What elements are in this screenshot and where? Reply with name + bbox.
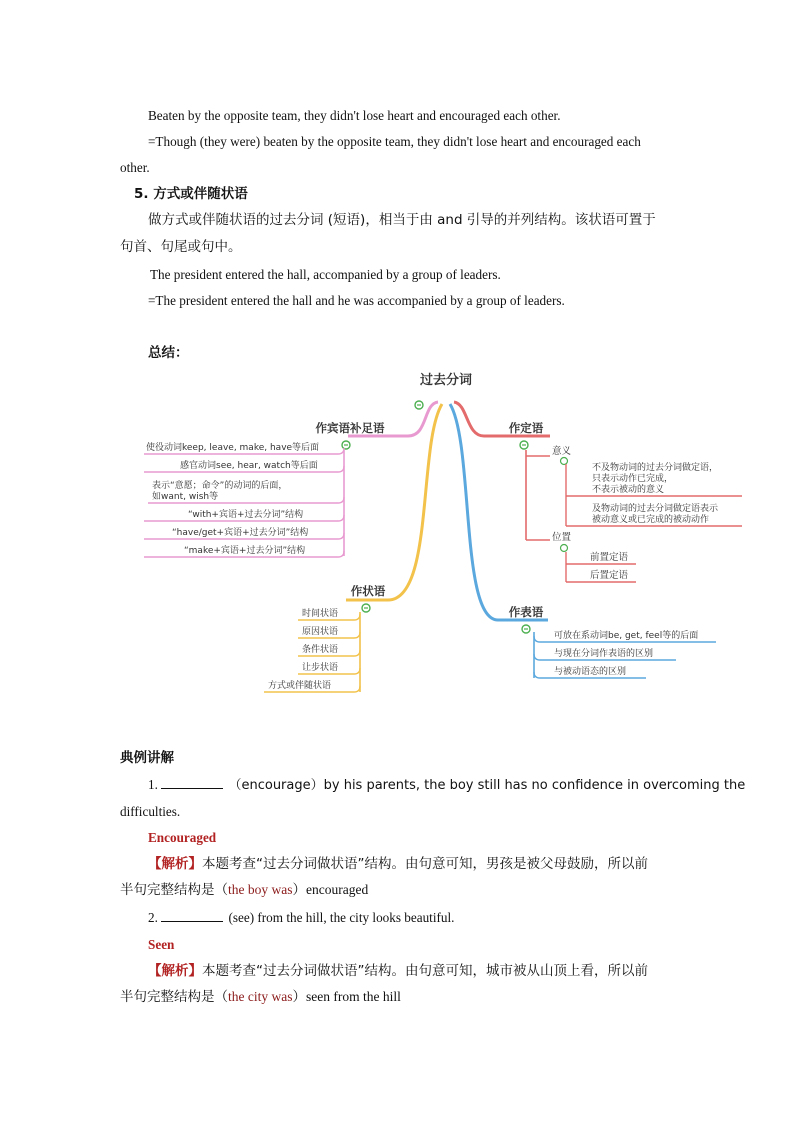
predicative-item: 可放在系动词be, get, feel等的后面: [554, 631, 699, 641]
adverbial-item: 方式或伴随状语: [268, 681, 332, 691]
complement-item: 如want, wish等: [152, 492, 219, 502]
question-text: （encourage）by his parents, the boy still has no confidence in overcoming the: [228, 778, 746, 793]
attributive-meaning-item1: 不及物动词的过去分词做定语， 只表示动作已完成， 不表示被动的意义: [592, 463, 719, 495]
mindmap-title: 过去分词: [419, 373, 473, 388]
branch-label-adverbial: 作状语: [350, 584, 386, 598]
section-heading: 5. 方式或伴随状语: [134, 186, 248, 202]
attributive-spine: [526, 450, 550, 540]
answer-2: Seen: [148, 937, 175, 952]
example-sentence-1: Beaten by the opposite team, they didn't lose heart and encouraged each other.: [148, 108, 561, 123]
adverbial-item: 原因状语: [302, 627, 339, 637]
analysis-2-line2: [120, 988, 401, 1006]
analysis-1-line1: [148, 855, 648, 873]
predicative-item: 与被动语态的区别: [554, 667, 627, 677]
collapse-toggle-icon[interactable]: [561, 545, 568, 552]
analysis-text: ）seen from the hill: [292, 989, 401, 1004]
section-description-line2: 句首、句尾或句中。: [120, 239, 242, 255]
adverbial-item: 条件状语: [302, 645, 339, 655]
adverbial-item: 让步状语: [302, 663, 339, 673]
question-1: [148, 776, 745, 795]
question-text: (see) from the hill, the city looks beautiful.: [228, 910, 455, 925]
question-1-cont: difficulties.: [120, 804, 181, 819]
analysis-2-line1: [148, 962, 648, 980]
answer-blank[interactable]: [161, 909, 223, 922]
attributive-position-item: 后置定语: [590, 570, 629, 581]
section-description-line1: 做方式或伴随状语的过去分词 (短语)，相当于由 and 引导的并列结构。该状语可置于: [148, 212, 656, 228]
analysis-text: 半句完整结构是（: [120, 989, 228, 1005]
answer-1: Encouraged: [148, 830, 217, 845]
question-2: [148, 909, 454, 927]
branch-label-attributive: 作定语: [508, 421, 544, 435]
complement-item: 感官动词see, hear, watch等后面: [180, 461, 318, 471]
analysis-1-line2: [120, 881, 368, 899]
complement-item: 表示“意愿；命令”的动词的后面，: [152, 481, 288, 491]
attributive-position-label: 位置: [552, 532, 572, 543]
example-sentence-2-cont: other.: [120, 160, 150, 175]
analysis-highlight: the city was: [228, 989, 293, 1004]
summary-label: 总结：: [148, 345, 189, 361]
answer-blank[interactable]: [161, 776, 223, 789]
complement-item: 使役动词keep, leave, make, have等后面: [146, 443, 320, 453]
attributive-meaning-item2: 及物动词的过去分词做定语表示 被动意义或已完成的被动动作: [592, 504, 719, 525]
attributive-meaning-label: 意义: [552, 446, 572, 457]
attributive-position-item: 前置定语: [590, 552, 629, 563]
examples-heading: 典例讲解: [120, 750, 174, 766]
analysis-text: 半句完整结构是（: [120, 882, 228, 898]
complement-item: “make+宾语+过去分词”结构: [184, 546, 306, 556]
analysis-text: 本题考查“过去分词做状语”结构。由句意可知，男孩是被父母鼓励，所以前: [202, 856, 648, 872]
analysis-text: 本题考查“过去分词做状语”结构。由句意可知，城市被从山顶上看，所以前: [202, 963, 648, 979]
collapse-toggle-icon[interactable]: [561, 458, 568, 465]
analysis-highlight: the boy was: [228, 882, 293, 897]
complement-item: “have/get+宾语+过去分词”结构: [172, 528, 309, 538]
example-sentence-2: =Though (they were) beaten by the opposite team, they didn't lose heart and encouraged each: [148, 134, 641, 149]
mind-map: [138, 364, 750, 704]
predicative-item: 与现在分词作表语的区别: [554, 649, 654, 659]
adverbial-item: 时间状语: [302, 609, 339, 619]
analysis-text: ）encouraged: [292, 882, 369, 897]
example-sentence-4: =The president entered the hall and he was accompanied by a group of leaders.: [148, 293, 565, 308]
analysis-tag: 【解析】: [148, 856, 202, 872]
example-sentence-3: The president entered the hall, accompanied by a group of leaders.: [150, 267, 501, 282]
complement-item: “with+宾语+过去分词”结构: [188, 510, 304, 520]
question-number: 2.: [148, 910, 158, 925]
question-number: 1.: [148, 777, 158, 792]
analysis-tag: 【解析】: [148, 963, 202, 979]
branch-label-predicative: 作表语: [508, 605, 544, 619]
branch-label-complement: 作宾语补足语: [315, 421, 385, 435]
